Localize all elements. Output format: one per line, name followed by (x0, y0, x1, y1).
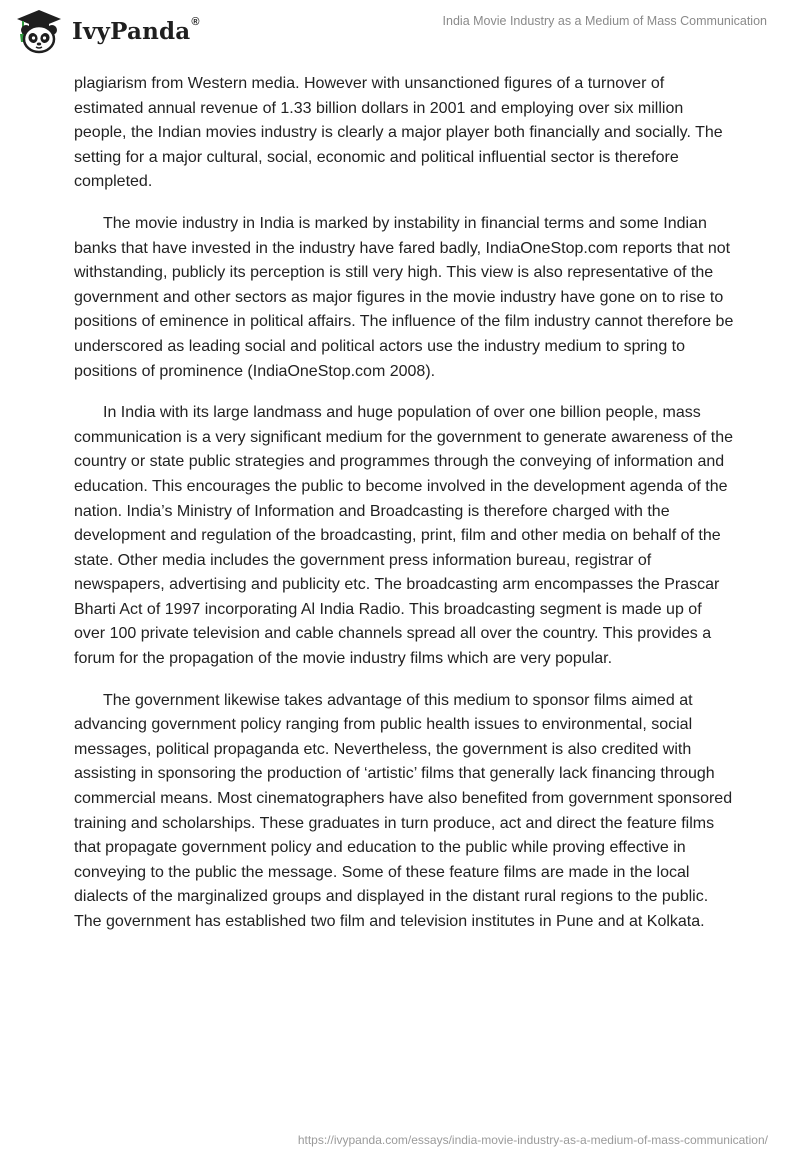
essay-body (74, 72, 734, 952)
ivypanda-logo[interactable] (14, 8, 200, 54)
source-url-link[interactable]: https://ivypanda.com/essays/india-movie-industry-as-a-medium-of-mass-communication/ (297, 1133, 768, 1147)
panda-graduate-icon (14, 8, 64, 54)
paragraph: plagiarism from Western media. However with unsanctioned figures of a turnover of estimated annual revenue of 1.33 billion dollars in 2001 and employing over six million people, the Indian movies industry is clearly a major player both financially and socially. The setting for a major cultural, social, economic and political influential sector is therefore completed. (74, 75, 723, 191)
logo-text: IvyPanda® (72, 15, 200, 45)
page-header (0, 0, 800, 64)
paragraph: The movie industry in India is marked by instability in financial terms and some Indian banks that have invested in the industry have fared badly, IndiaOneStop.com reports that not withstanding, publicly its perception is still very high. This view is also representative of the government and other sectors as major figures in the movie industry have gone on to rise to positions of eminence in political affairs. The influence of the film industry cannot therefore be underscored as leading social and political actors use the industry medium to spring to positions of prominence (IndiaOneStop.com 2008). (74, 214, 734, 380)
paragraph: The government likewise takes advantage of this medium to sponsor films aimed at advancing government policy ranging from public health issues to environmental, social messages, political propaganda etc. Nevertheless, the government is also credited with assisting in sponsoring the production of ‘artistic’ films that generally lack financing through commercial means. Most cinematographers have also benefited from government sponsored training and scholarships. These graduates in turn produce, act and direct the feature films that propagate government policy and education to the public while proving effective in conveying to the public the message. Some of these feature films are made in the local dialects of the marginalized groups and displayed in the distant rural regions to the public. The government has established two film and television institutes in Pune and at Kolkata. (74, 691, 733, 930)
document-title: India Movie Industry as a Medium of Mass Communication (442, 14, 767, 28)
paragraph: In India with its large landmass and huge population of over one billion people, mass communication is a very significant medium for the government to generate awareness of the country or state public strategies and programmes through the conveying of information and education. This encourages the public to become involved in the development agenda of the nation. India’s Ministry of Information and Broadcasting is therefore charged with the development and regulation of the broadcasting, print, film and other media on behalf of the state. Other media includes the government press information bureau, registrar of newspapers, advertising and publicity etc. The broadcasting arm encompasses the Prascar Bharti Act of 1997 incorporating Al India Radio. This broadcasting segment is made up of over 100 private television and cable channels spread all over the country. This provides a forum for the propagation of the movie industry films which are very popular. (74, 404, 733, 668)
